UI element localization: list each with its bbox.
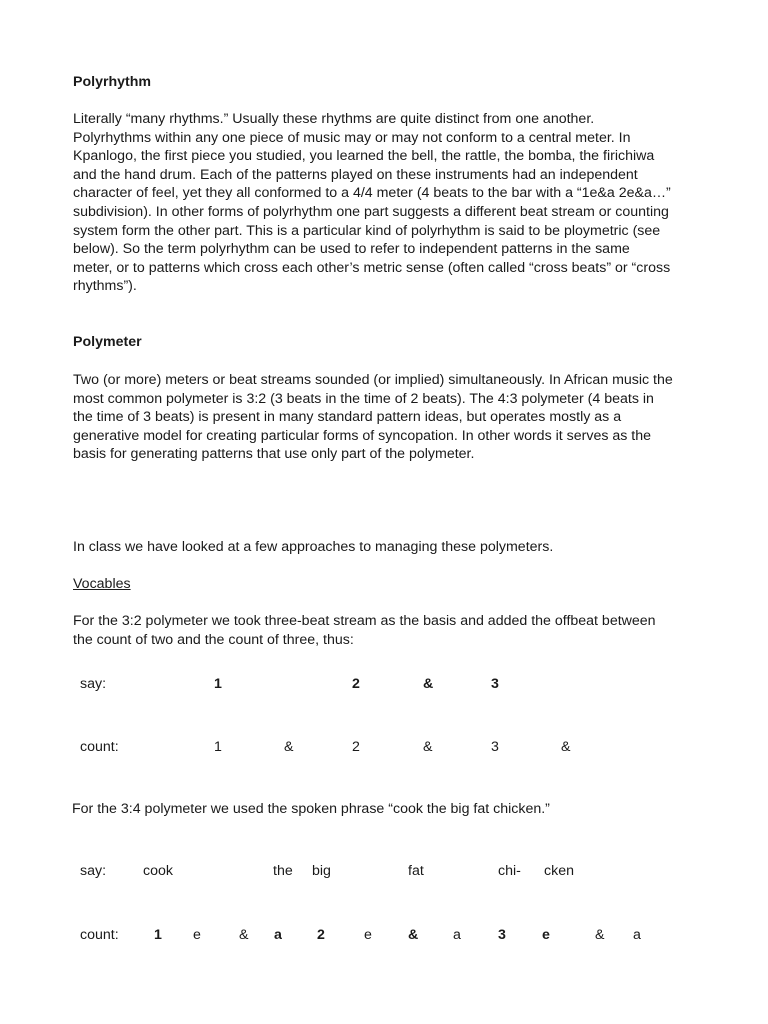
count-32-cell: & xyxy=(423,739,433,755)
count-34-cell: a xyxy=(453,927,461,943)
polymeter-34-intro: For the 3:4 polymeter we used the spoken phrase “cook the big fat chicken.” xyxy=(72,801,550,817)
say-32-cell: 3 xyxy=(491,676,499,692)
polyrhythm-heading: Polyrhythm xyxy=(73,74,152,90)
polymeter-paragraph: Two (or more) meters or beat streams sounded (or implied) simultaneously. In African music the most common polymeter is 3:2 (3 beats in the time of 2 beats). The 4:3 polymeter (4 beats in the time of 3 beats) is present in many standard pattern ideas, but operates mostly as a generative model for creating particular forms of syncopation. In other words it serves as the basis for generating patterns that use only part of the polymeter. xyxy=(73,372,673,463)
polyrhythm-paragraph: Literally “many rhythms.” Usually these rhythms are quite distinct from one another. Polyrhythms within any one piece of music may or may not conform to a central meter. In Kpanlogo, the first piece you studied, you learned the bell, the rattle, the bomba, the firichiwa and the hand drum. Each of the patterns played on these instruments had an independent character of feel, yet they all conformed to a 4/4 meter (4 beats to the bar with a “1e&a 2e&a…” subdivision). In other forms of polyrhythm one part suggests a different beat stream or counting system form the other part. This is a particular kind of polyrhythm is said to be ploymetric (see below). So the term polyrhythm can be used to refer to independent patterns in the same meter, or to patterns which cross each other’s metric sense (often called “cross beats” or “cross rhythms”). xyxy=(73,111,671,295)
say-32-cell: 2 xyxy=(352,676,360,692)
table-34-say-row xyxy=(0,862,768,882)
polymeter-heading: Polymeter xyxy=(73,334,142,350)
count-34-cell: & xyxy=(595,927,605,943)
count-34-cell: e xyxy=(364,927,372,943)
count-34-cell: 1 xyxy=(154,927,162,943)
table-32-count-row xyxy=(0,738,768,758)
count-34-cell: a xyxy=(633,927,641,943)
class-intro-paragraph: In class we have looked at a few approaches to managing these polymeters. xyxy=(73,539,554,555)
count-32-cell: 2 xyxy=(352,739,360,755)
count-34-cell: e xyxy=(542,927,550,943)
say-34-cell: fat xyxy=(408,863,424,879)
table-34-count-row xyxy=(0,926,768,946)
polymeter-32-intro: For the 3:2 polymeter we took three-beat stream as the basis and added the offbeat between the count of two and the count of three, thus: xyxy=(73,613,656,648)
say-34-cell: big xyxy=(312,863,331,879)
count-34-cell: & xyxy=(408,927,419,943)
say-34-cell: chi- xyxy=(498,863,521,879)
count-32-cell: & xyxy=(561,739,571,755)
say-label: say: xyxy=(80,863,107,879)
count-34-cell: 2 xyxy=(317,927,325,943)
say-32-cell: 1 xyxy=(214,676,222,692)
count-label: count: xyxy=(80,739,119,755)
count-34-cell: e xyxy=(193,927,201,943)
vocables-heading: Vocables xyxy=(73,576,131,592)
say-label: say: xyxy=(80,676,107,692)
count-34-cell: a xyxy=(274,927,282,943)
count-32-cell: & xyxy=(284,739,294,755)
table-32-say-row xyxy=(0,675,768,695)
count-label: count: xyxy=(80,927,119,943)
count-34-cell: 3 xyxy=(498,927,506,943)
say-34-cell: cook xyxy=(143,863,173,879)
count-32-cell: 1 xyxy=(214,739,222,755)
count-34-cell: & xyxy=(239,927,249,943)
say-34-cell: cken xyxy=(544,863,574,879)
say-32-cell: & xyxy=(423,676,434,692)
say-34-cell: the xyxy=(273,863,293,879)
count-32-cell: 3 xyxy=(491,739,499,755)
